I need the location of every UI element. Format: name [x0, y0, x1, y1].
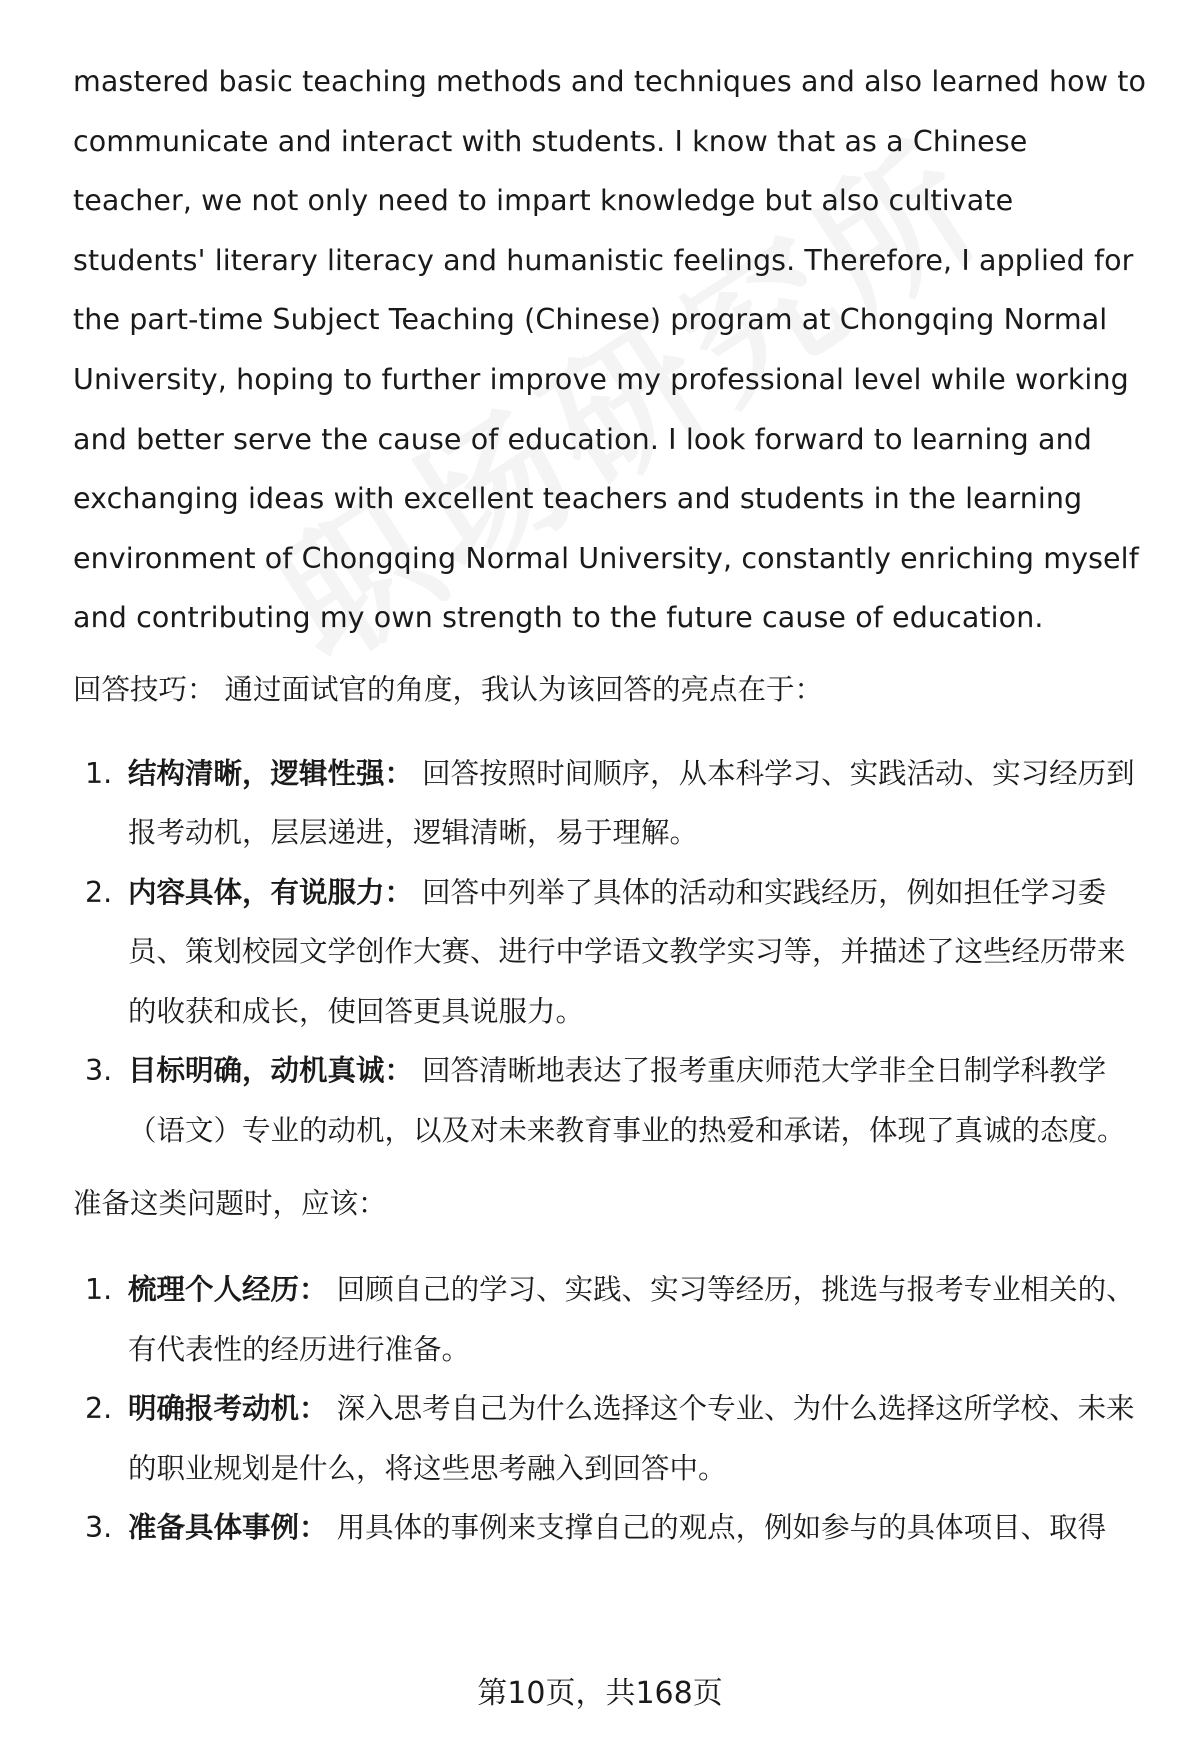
list-item-body: 用具体的事例来支撑自己的观点，例如参与的具体项目、取得 — [327, 1511, 1107, 1545]
list-number: 1. — [85, 1273, 113, 1307]
list-number: 2. — [85, 1392, 113, 1426]
list-item-heading: 明确报考动机： — [128, 1392, 328, 1426]
answer-tips-list — [73, 744, 1153, 1161]
list-item — [73, 744, 1153, 863]
list-item-body: 回顾自己的学习、实践、实习等经历，挑选与报考专业相关的、有代表性的经历进行准备。 — [128, 1273, 1135, 1366]
list-item — [73, 1379, 1153, 1498]
list-item — [73, 863, 1153, 1042]
list-item-heading: 目标明确，动机真诚： — [128, 1054, 414, 1088]
list-item-body: 深入思考自己为什么选择这个专业、为什么选择这所学校、未来的职业规划是什么，将这些思考融入到回答中。 — [128, 1392, 1135, 1485]
list-number: 1. — [85, 756, 113, 790]
list-item-heading: 结构清晰，逻辑性强： — [128, 756, 414, 790]
list-item-heading: 梳理个人经历： — [128, 1273, 328, 1307]
list-item-body: 回答按照时间顺序，从本科学习、实践活动、实习经历到报考动机，层层递进，逻辑清晰，易于理解。 — [128, 756, 1135, 850]
page-number-footer: 第10页，共168页 — [477, 1676, 723, 1711]
answer-tips-label: 回答技巧： 通过面试官的角度，我认为该回答的亮点在于： — [73, 672, 824, 706]
list-item-heading: 准备具体事例： — [128, 1511, 328, 1545]
list-item — [73, 1498, 1153, 1558]
list-number: 3. — [85, 1511, 113, 1545]
page-content — [73, 52, 1153, 1558]
list-item — [73, 1041, 1153, 1160]
preparation-list — [73, 1260, 1153, 1558]
intro-paragraph: mastered basic teaching methods and techniques and also learned how to communicate and interact with students. I know that as a Chinese teacher, we not only need to impart knowledge but also cultivate students' literary literacy and humanistic feelings. Therefore, I applied for the part-time Subject Teaching (Chinese) program at Chongqing Normal University, hoping to further improve my professional level while working and better serve the cause of education. I look forward to learning and exchanging ideas with excellent teachers and students in the learning environment of Chongqing Normal University, constantly enriching myself and contributing my own strength to the future cause of education. — [73, 65, 1147, 635]
list-item-body: 回答中列举了具体的活动和实践经历，例如担任学习委员、策划校园文学创作大赛、进行中学语文教学实习等，并描述了这些经历带来的收获和成长，使回答更具说服力。 — [128, 875, 1126, 1028]
list-item — [73, 1260, 1153, 1379]
list-number: 2. — [85, 875, 113, 909]
list-number: 3. — [85, 1054, 113, 1088]
list-item-heading: 内容具体，有说服力： — [128, 875, 414, 909]
list-item-body: 回答清晰地表达了报考重庆师范大学非全日制学科教学（语文）专业的动机，以及对未来教育事业的热爱和承诺，体现了真诚的态度。 — [128, 1054, 1126, 1147]
preparation-label: 准备这类问题时，应该： — [73, 1187, 387, 1221]
